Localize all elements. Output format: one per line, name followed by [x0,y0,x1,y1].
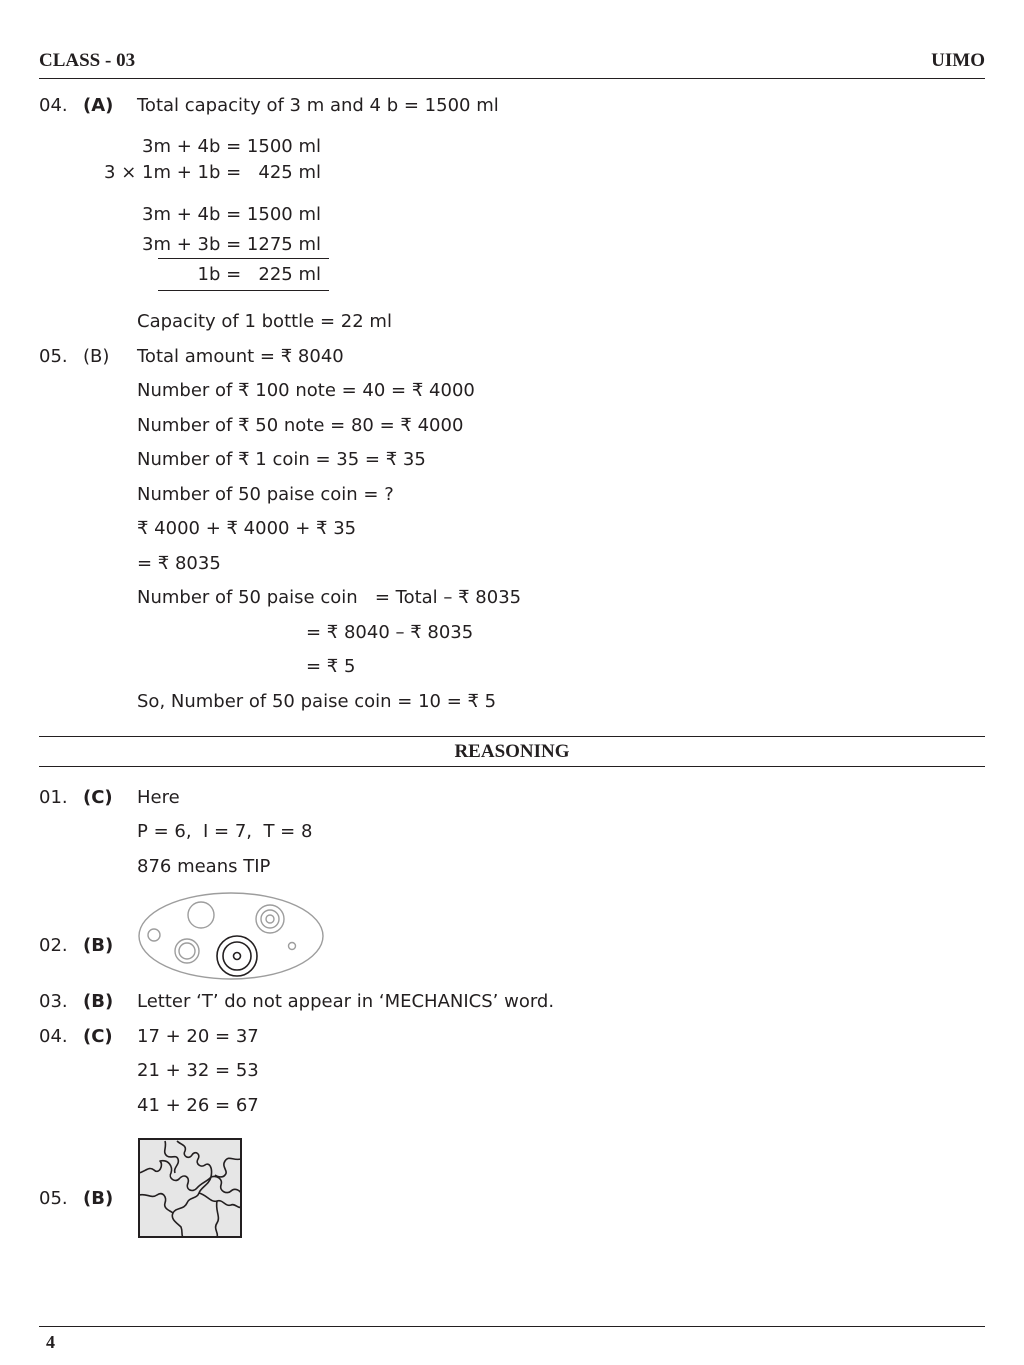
q4-statement: Total capacity of 3 m and 4 b = 1500 ml [137,95,499,116]
q5-option: (B) [83,346,110,367]
r-q3-option: (B) [83,991,114,1012]
q5-line: Number of 50 paise coin = ? [137,484,394,505]
r-q4-line: 41 + 26 = 67 [137,1095,259,1116]
class-label: CLASS - 03 [39,50,136,71]
q5-line: Number of 50 paise coin = Total – ₹ 8035 [137,587,522,608]
page-number: 4 [46,1332,55,1352]
q4-option: (A) [83,95,114,116]
r-q1-number: 01. [39,787,68,808]
q5-line: Number of ₹ 1 coin = 35 = ₹ 35 [137,449,426,470]
r-q2-option: (B) [83,935,114,956]
r-q1-line: P = 6, I = 7, T = 8 [137,821,313,842]
section-title: REASONING [454,741,570,762]
q4-number: 04. [39,95,68,116]
q5-line: Number of ₹ 100 note = 40 = ₹ 4000 [137,380,475,401]
r-q2-number: 02. [39,935,68,956]
jigsaw-puzzle-figure [137,1137,243,1239]
r-q4-line: 21 + 32 = 53 [137,1060,259,1081]
result-line [158,290,329,291]
q5-line: Number of ₹ 50 note = 80 = ₹ 4000 [137,415,464,436]
q5-indented-line: = ₹ 8040 – ₹ 8035 [306,622,474,643]
q5-conclusion: So, Number of 50 paise coin = 10 = ₹ 5 [137,691,497,712]
q5-line: = ₹ 8035 [137,553,221,574]
r-q1-option: (C) [83,787,113,808]
q4-equation-5: 1b = 225 ml [197,264,321,285]
r-q4-line: 17 + 20 = 37 [137,1026,259,1047]
q4-equation-4: 3m + 3b = 1275 ml [142,234,321,255]
subtraction-line [158,258,329,259]
footer-rule [39,1326,985,1327]
q4-equation-2: 3 × 1m + 1b = 425 ml [104,162,321,183]
r-q3-text: Letter ‘T’ do not appear in ‘MECHANICS’ word. [137,991,555,1012]
r-q5-option: (B) [83,1188,114,1209]
q4-result: Capacity of 1 bottle = 22 ml [137,311,392,332]
exam-label: UIMO [931,50,985,71]
r-q4-number: 04. [39,1026,68,1047]
q5-line: ₹ 4000 + ₹ 4000 + ₹ 35 [137,518,357,539]
q4-equation-3: 3m + 4b = 1500 ml [142,204,321,225]
r-q1-line: 876 means TIP [137,856,271,877]
section-rule-bottom [39,766,985,767]
section-rule-top [39,736,985,737]
q4-equation-1: 3m + 4b = 1500 ml [142,136,321,157]
oval-with-circles-figure [136,890,326,984]
r-q3-number: 03. [39,991,68,1012]
q5-number: 05. [39,346,68,367]
q5-indented-line: = ₹ 5 [306,656,356,677]
header-rule [39,78,985,79]
r-q1-line: Here [137,787,180,808]
q5-line: Total amount = ₹ 8040 [137,346,344,367]
r-q4-option: (C) [83,1026,113,1047]
r-q5-number: 05. [39,1188,68,1209]
